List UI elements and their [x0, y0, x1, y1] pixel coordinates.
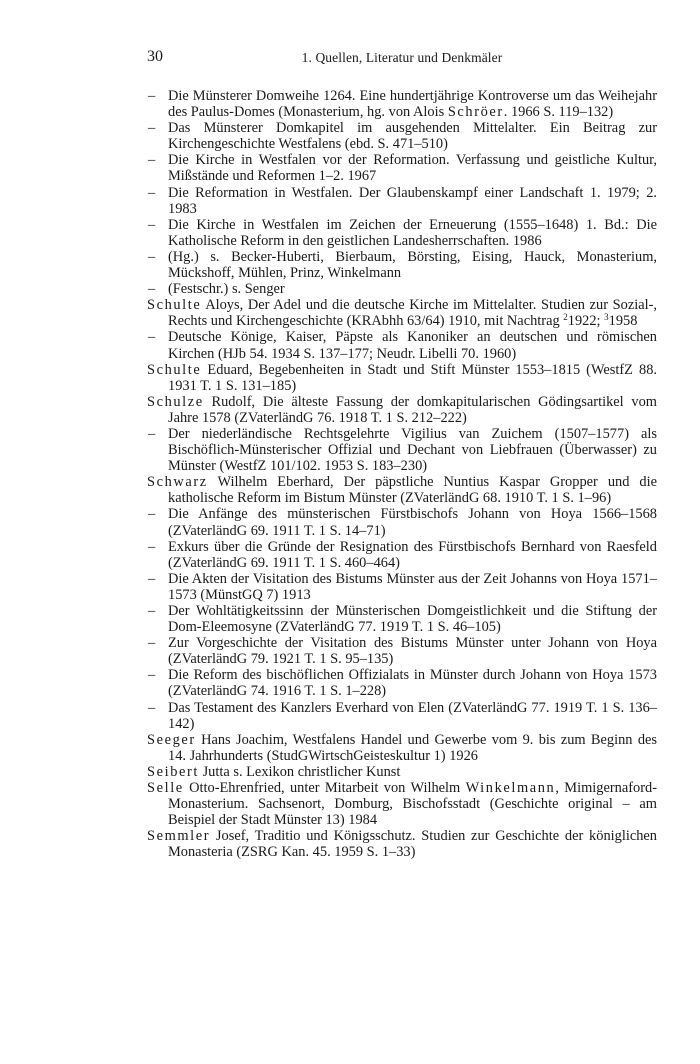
- entry-text: Die Anfänge des münsterischen Fürstbischofs Johann von Hoya 1566–1568 (ZVaterländG 69. 1911 T. 1 S. 14–71): [168, 506, 657, 539]
- bibliography-subentry: [147, 88, 657, 120]
- bibliography-subentry: [147, 635, 657, 667]
- entry-text: Die Akten der Visitation des Bistums Münster aus der Zeit Johanns von Hoya 1571–1573 (MünstGQ 7) 1913: [168, 570, 657, 603]
- bibliography-entry: [147, 474, 657, 506]
- dash-marker: –: [148, 667, 156, 684]
- bibliography-entry: [147, 394, 657, 426]
- bibliography-subentry: [147, 120, 657, 152]
- bibliography-subentry: [147, 603, 657, 635]
- entry-text: (Festschr.) s. Senger: [168, 281, 285, 298]
- dash-marker: –: [148, 281, 156, 298]
- bibliography-entry: [147, 732, 657, 764]
- dash-marker: –: [148, 184, 156, 201]
- entry-text: Deutsche Könige, Kaiser, Päpste als Kanoniker an deutschen und römischen Kirchen (HJb 54. 1934 S. 137–177; Neudr. Libelli 70. 1960): [168, 329, 657, 362]
- bibliography-entry: [147, 828, 657, 860]
- entry-text: Seeger Hans Joachim, Westfalens Handel und Gewerbe vom 9. bis zum Beginn des 14. Jahrhunderts (StudGWirtschGeisteskultur 1) 1926: [147, 731, 657, 764]
- entry-text: (Hg.) s. Becker-Huberti, Bierbaum, Börsting, Eising, Hauck, Monasterium, Mückshoff, Mühlen, Prinz, Winkelmann: [168, 248, 657, 282]
- entry-text: Schwarz Wilhelm Eberhard, Der päpstliche Nuntius Kaspar Gropper und die katholische Reform im Bistum Münster (ZVaterländG 68. 1910 T. 1 S. 1–96): [147, 474, 657, 507]
- bibliography-entry: [147, 764, 657, 780]
- entry-text: Die Münsterer Domweihe 1264. Eine hundertjährige Kontroverse um das Weihejahr des Paulus-Domes (Monasterium, hg. von Alois Schröer. 1966 S. 119–132): [168, 88, 657, 121]
- dash-marker: –: [148, 216, 156, 233]
- bibliography-subentry: [147, 700, 657, 732]
- entry-text: Schulze Rudolf, Die älteste Fassung der domkapitularischen Gödingsartikel vom Jahre 1578 (ZVaterländG 76. 1918 T. 1 S. 212–222): [147, 393, 657, 426]
- bibliography-subentry: [147, 426, 657, 474]
- running-title: 1. Quellen, Literatur und Denkmäler: [301, 50, 503, 65]
- bibliography-subentry: [147, 249, 657, 281]
- dash-marker: –: [148, 425, 156, 442]
- entry-text: Das Münsterer Domkapitel im ausgehenden Mittelalter. Ein Beitrag zur Kirchengeschichte Westfalens (ebd. S. 471–510): [168, 120, 657, 153]
- bibliography-subentry: [147, 329, 657, 361]
- bibliography-subentry: [147, 571, 657, 603]
- dash-marker: –: [148, 248, 156, 265]
- entry-text: Zur Vorgeschichte der Visitation des Bistums Münster unter Johann von Hoya (ZVaterländG 79. 1921 T. 1 S. 95–135): [168, 635, 657, 668]
- dash-marker: –: [148, 538, 156, 555]
- dash-marker: –: [148, 120, 156, 137]
- dash-marker: –: [148, 152, 156, 169]
- entry-text: Der niederländische Rechtsgelehrte Vigilius van Zuichem (1507–1577) als Bischöflich-Münsterischer Offizial und Dechant von Liebfrauen (Überwasser) zu Münster (WestfZ 101/102. 1953 S. 183–230): [168, 425, 657, 475]
- bibliography-subentry: [147, 152, 657, 184]
- entry-text: Die Kirche in Westfalen vor der Reformation. Verfassung und geistliche Kultur, Mißstände und Reformen 1–2. 1967: [168, 152, 657, 185]
- bibliography-subentry: [147, 539, 657, 571]
- dash-marker: –: [148, 329, 156, 346]
- bibliography-subentry: [147, 281, 657, 297]
- entry-text: Die Kirche in Westfalen im Zeichen der Erneuerung (1555–1648) 1. Bd.: Die Katholische Reform in den geistlichen Landesherrschaften. 1986: [168, 216, 657, 249]
- bibliography-list: [147, 88, 657, 861]
- bibliography-entry: [147, 362, 657, 394]
- dash-marker: –: [148, 699, 156, 716]
- bibliography-subentry: [147, 185, 657, 217]
- dash-marker: –: [148, 88, 156, 104]
- entry-text: Schulte Aloys, Der Adel und die deutsche Kirche im Mittelalter. Studien zur Sozial-, Rechts und Kirchengeschichte (KRAbhh 63/64) 1910, mit Nachtrag $^2$1922; $^3$1958: [147, 297, 657, 330]
- bibliography-subentry: [147, 506, 657, 538]
- bibliography-subentry: [147, 217, 657, 249]
- dash-marker: –: [148, 570, 156, 587]
- entry-text: Exkurs über die Gründe der Resignation des Fürstbischofs Bernhard von Raesfeld (ZVaterländG 69. 1911 T. 1 S. 460–464): [168, 538, 657, 571]
- entry-text: Der Wohltätigkeitssinn der Münsterischen Domgeistlichkeit und die Stiftung der Dom-Eleemosyne (ZVaterländG 77. 1919 T. 1 S. 46–105): [168, 603, 657, 636]
- entry-text: Selle Otto-Ehrenfried, unter Mitarbeit von Wilhelm Winkelmann, Mimigernaford-Monasterium. Sachsenort, Domburg, Bischofsstadt (Geschichte original – am Beispiel der Stadt Münster 13) 1984: [147, 780, 657, 829]
- entry-text: Semmler Josef, Traditio und Königsschutz. Studien zur Geschichte der königlichen Monasteria (ZSRG Kan. 45. 1959 S. 1–33): [147, 828, 657, 861]
- dash-marker: –: [148, 506, 156, 523]
- dash-marker: –: [148, 635, 156, 652]
- entry-text: Schulte Eduard, Begebenheiten in Stadt und Stift Münster 1553–1815 (WestfZ 88. 1931 T. 1 S. 131–185): [147, 361, 657, 394]
- bibliography-entry: [147, 780, 657, 828]
- page-header: [147, 48, 657, 68]
- bibliography-entry: [147, 297, 657, 329]
- entry-text: Die Reformation in Westfalen. Der Glaubenskampf einer Landschaft 1. 1979; 2. 1983: [168, 184, 657, 217]
- entry-text: Seibert Jutta s. Lexikon christlicher Kunst: [147, 763, 401, 780]
- page-number: 30: [147, 48, 163, 65]
- dash-marker: –: [148, 603, 156, 619]
- entry-text: Die Reform des bischöflichen Offizialats in Münster durch Johann von Hoya 1573 (ZVaterländG 74. 1916 T. 1 S. 1–228): [168, 667, 657, 700]
- bibliography-subentry: [147, 667, 657, 699]
- entry-text: Das Testament des Kanzlers Everhard von Elen (ZVaterländG 77. 1919 T. 1 S. 136–142): [168, 699, 657, 732]
